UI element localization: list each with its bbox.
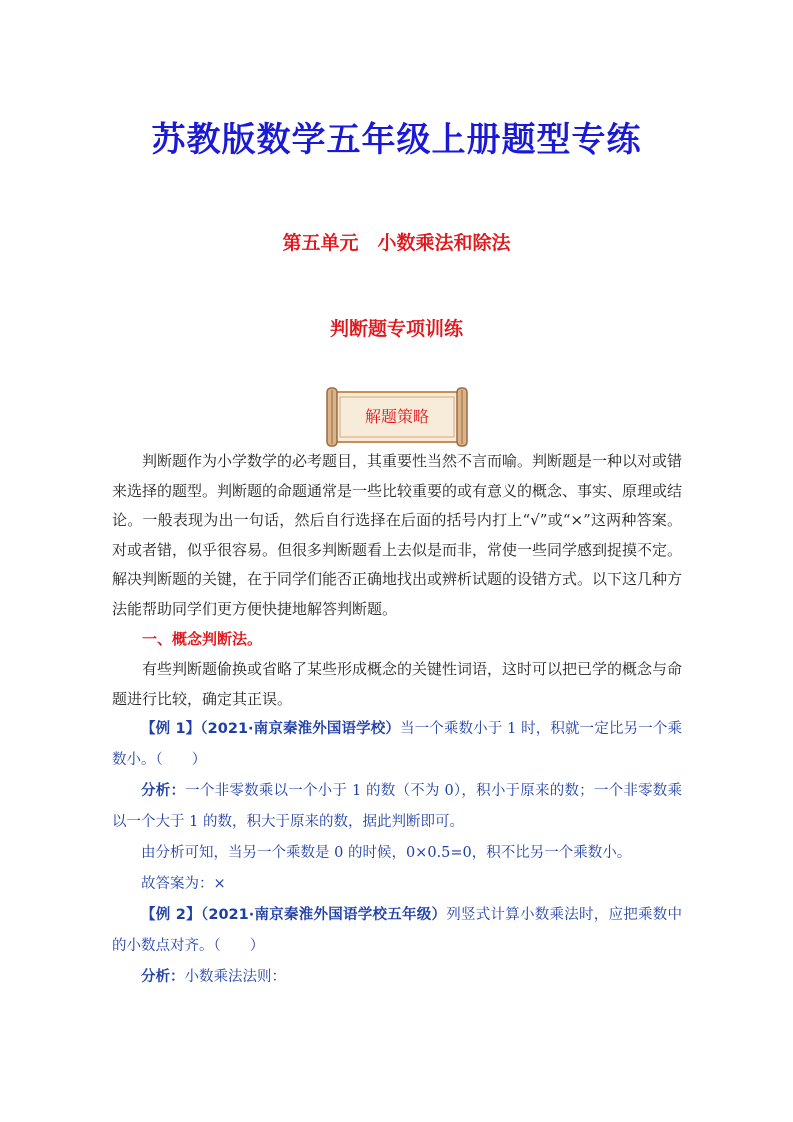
unit-title: 第五单元 小数乘法和除法 [282,232,511,254]
example-2-analysis [112,962,682,993]
content-body [112,447,682,993]
section-heading: 一、概念判断法。 [142,630,263,648]
analysis-label: 分析： [141,969,185,985]
example-2-tag: 【例 2】（2021·南京秦淮外国语学校五年级） [141,907,447,923]
sub-title: 判断题专项训练 [329,318,463,340]
example-1-question: 当一个乘数小于 1 时，积就一定比另一个乘数小。（ ） [112,721,682,768]
example-1-analysis-text: 一个非零数乘以一个小于 1 的数（不为 0），积小于原来的数；一个非零数乘以一个大于 1 的数，积大于原来的数，据此判断即可。 [112,783,682,830]
example-1 [112,714,682,776]
example-1-reasoning: 由分析可知，当另一个乘数是 0 的时候，0×0.5=0，积不比另一个乘数小。 [141,845,632,861]
example-1-answer: 故答案为：× [141,876,226,892]
example-1-analysis [112,776,682,838]
example-1-tag: 【例 1】（2021·南京秦淮外国语学校） [141,721,401,737]
example-2-question: 列竖式计算小数乘法时，应把乘数中的小数点对齐。（ ） [112,907,682,954]
banner-label: 解题策略 [364,407,429,426]
strategy-banner [325,386,469,448]
section-text: 有些判断题偷换或省略了某些形成概念的关键性词语，这时可以把已学的概念与命题进行比较，确定其正误。 [112,660,683,708]
example-2-analysis-text: 小数乘法法则： [184,969,286,985]
example-2 [112,900,682,962]
intro-paragraph: 判断题作为小学数学的必考题目，其重要性当然不言而喻。判断题是一种以对或错来选择的题型。判断题的命题通常是一些比较重要的或有意义的概念、事实、原理或结论。一般表现为出一句话，然后自行选择在后面的括号内打上“√”或“×”这两种答案。对或者错，似乎很容易。但很多判断题看上去似是而非，常使一些同学感到捉摸不定。解决判断题的关键，在于同学们能否正确地找出或辨析试题的设错方式。以下这几种方法能帮助同学们更方便快捷地解答判断题。 [112,452,683,618]
main-title: 苏教版数学五年级上册题型专练 [151,120,642,160]
analysis-label: 分析： [141,783,186,799]
